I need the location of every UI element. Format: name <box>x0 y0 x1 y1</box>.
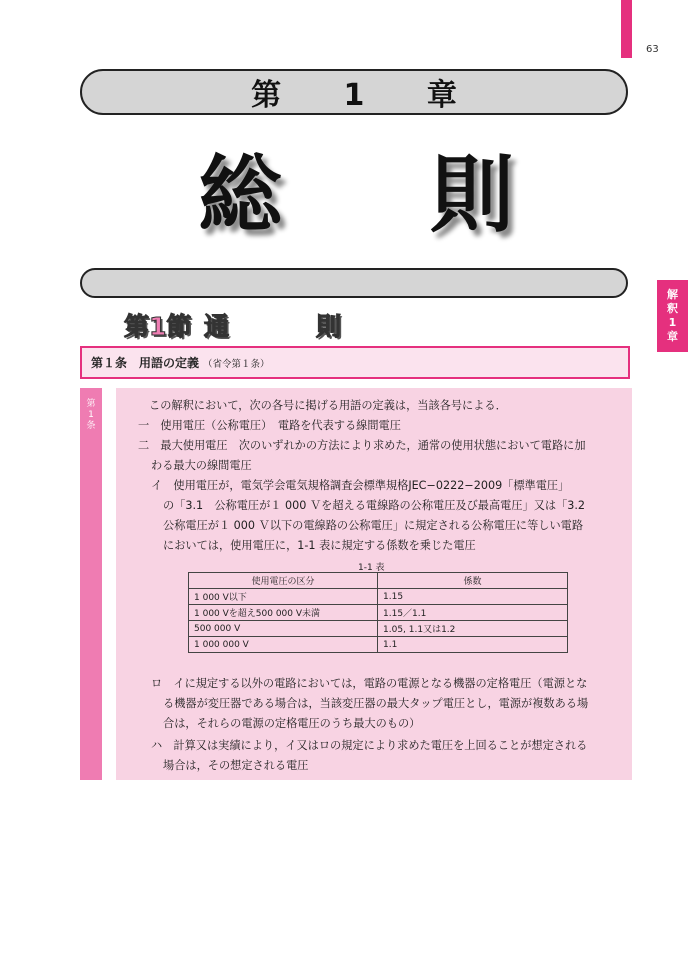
body-line: においては，使用電圧に，1-1 表に規定する係数を乗じた電圧 <box>163 539 476 552</box>
section-title-b: 則 <box>316 312 342 341</box>
table-header: 係数 <box>378 573 568 589</box>
table-cell: 1.15／1.1 <box>378 605 568 621</box>
section-number: 第1節 <box>124 312 192 341</box>
table-header: 使用電圧の区分 <box>189 573 378 589</box>
big-title-left: 総 <box>198 146 283 244</box>
body-line: の「3.1 公称電圧が１ 000 Ｖを超える電線路の公称電圧及び最高電圧」又は「3.2 <box>163 499 586 512</box>
coefficient-table <box>188 572 568 653</box>
top-color-bar <box>621 0 632 58</box>
table-cell: 1 000 000 V <box>189 637 378 653</box>
section-bar <box>80 268 628 298</box>
article-reference: （省令第１条） <box>203 358 270 370</box>
table-cell: 1 000 Vを超え500 000 V未満 <box>189 605 378 621</box>
chapter-side-tab <box>657 280 688 352</box>
big-title-right: 則 <box>430 146 515 244</box>
table-row <box>189 605 568 621</box>
table-row <box>189 637 568 653</box>
chapter-header <box>80 69 628 115</box>
body-line: イ 使用電圧が，電気学会電気規格調査会標準規格JEC−0222−2009「標準電圧」 <box>151 479 570 492</box>
body-line: 一 使用電圧（公称電圧） 電路を代表する線間電圧 <box>138 419 401 432</box>
page-number: 63 <box>646 44 659 55</box>
side-tab-char: 1 <box>668 316 677 329</box>
article-side-strip <box>80 388 102 780</box>
body-line: ロ イに規定する以外の電路においては，電路の電源となる機器の定格電圧（電源とな <box>151 677 588 690</box>
table-caption: 1-1 表 <box>358 563 385 573</box>
side-tab-char: 章 <box>667 330 678 343</box>
body-line: ハ 計算又は実績により，イ又はロの規定により求めた電圧を上回ることが想定される <box>151 739 588 752</box>
side-label-char: 条 <box>86 421 96 431</box>
side-label-char: 1 <box>88 410 94 420</box>
table-cell: 1.1 <box>378 637 568 653</box>
body-line: この解釈において，次の各号に掲げる用語の定義は，当該各号による． <box>149 399 507 412</box>
chapter-title: 第 1 章 <box>251 78 483 113</box>
table-cell: 1 000 V以下 <box>189 589 378 605</box>
article-title: 用語の定義 <box>139 356 200 370</box>
body-line: わる最大の線間電圧 <box>151 459 252 472</box>
table-row <box>189 589 568 605</box>
table-cell: 1.05, 1.1又は1.2 <box>378 621 568 637</box>
article-header <box>80 346 630 379</box>
body-line: 合は，それらの電源の定格電圧のうち最大のもの） <box>163 717 421 730</box>
article-number: 第１条 <box>91 356 128 370</box>
body-line: る機器が変圧器である場合は，当該変圧器の最大タップ電圧とし，電源が複数ある場 <box>163 697 589 710</box>
table-row <box>189 621 568 637</box>
side-tab-char: 解 <box>667 288 678 301</box>
side-label-char: 第 <box>86 399 96 409</box>
side-tab-char: 釈 <box>667 302 678 315</box>
body-line: 二 最大使用電圧 次のいずれかの方法により求めた，通常の使用状態において電路に加 <box>138 439 586 452</box>
table-header-row <box>189 573 568 589</box>
body-line: 場合は，その想定される電圧 <box>163 759 309 772</box>
table-cell: 500 000 V <box>189 621 378 637</box>
table-cell: 1.15 <box>378 589 568 605</box>
article-side-label <box>80 399 102 432</box>
body-line: 公称電圧が１ 000 Ｖ以下の電線路の公称電圧」に規定される公称電圧に等しい電路 <box>163 519 584 532</box>
section-title-a: 通 <box>204 312 230 341</box>
